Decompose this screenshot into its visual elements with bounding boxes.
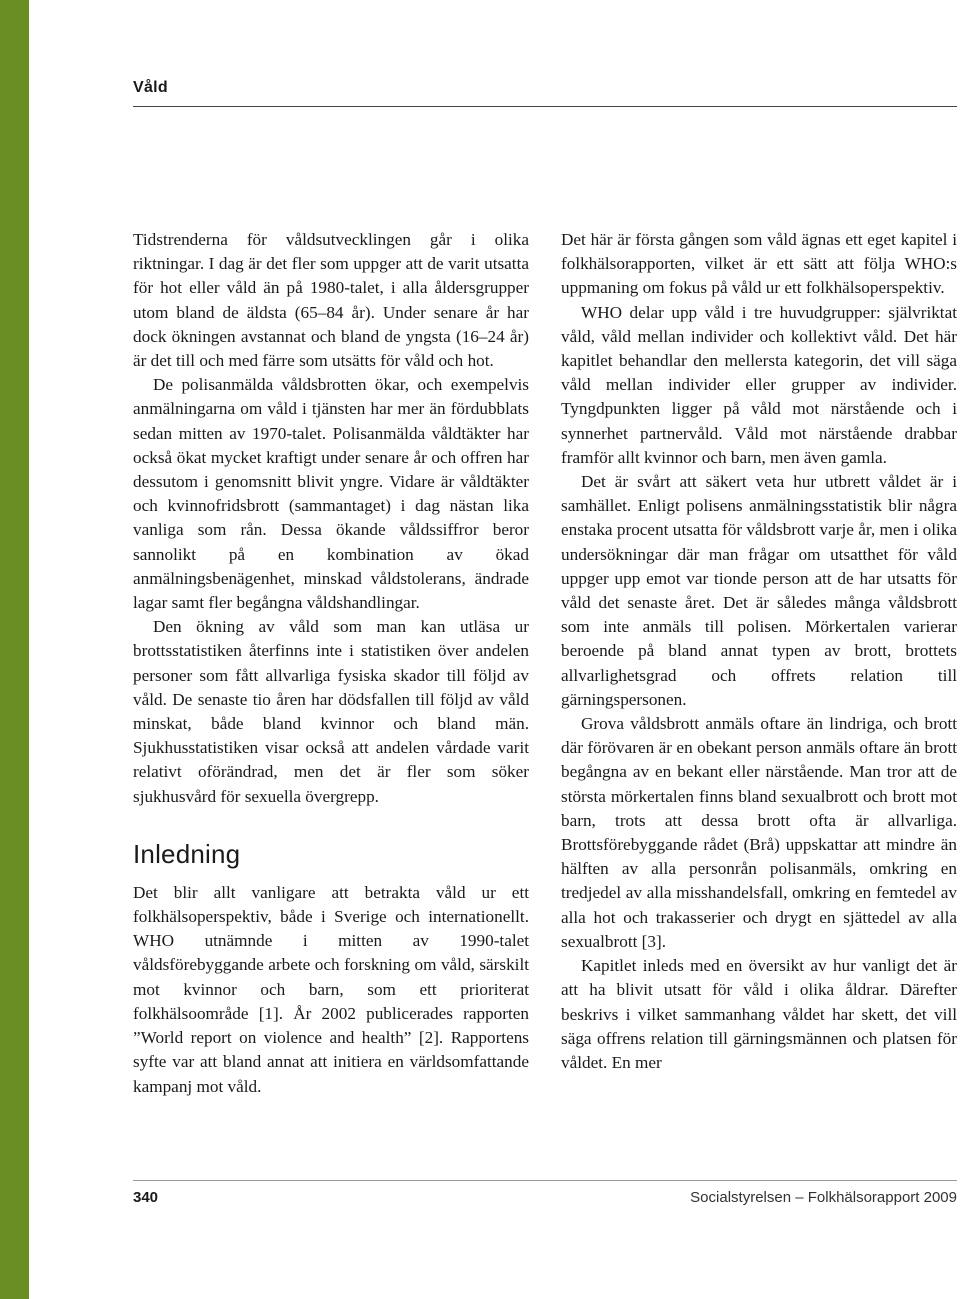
body-paragraph: Kapitlet inleds med en översikt av hur vanligt det är att ha blivit utsatt för våld i olika åldrar. Därefter beskrivs i vilket sammanhang våldet har skett, det vill säga offrens relation till gärningsmännen och platsen för våldet. En mer	[561, 956, 957, 1072]
footer-divider	[133, 1180, 957, 1181]
body-paragraph: De polisanmälda våldsbrotten ökar, och exempelvis anmälningarna om våld i tjänsten har mer än fördubblats sedan mitten av 1970-talet. Polisanmälda våldtäkter har också ökat mycket kraftigt under senare år och offren har dessutom i genomsnitt blivit yngre. Vidare är våldtäkter och kvinnofridsbrott (sammantaget) i dag nästan lika vanliga som rån. Dessa ökande våldssiffror beror sannolikt på en kombination av ökad anmälningsbenägenhet, minskad våldstolerans, ändrade lagar samt fler begångna våldshandlingar.	[133, 375, 529, 613]
page-number: 340	[133, 1189, 159, 1206]
left-column	[133, 228, 529, 1099]
body-paragraph: Det är svårt att säkert veta hur utbrett våldet är i samhället. Enligt polisens anmälningsstatistik blir några enstaka procent utsatta för våldsbrott varje år, men i olika undersökningar där man frågar om utsatthet för våld uppger upp emot var tionde person att de har utsatts för våld det senaste året. Det är således många våldsbrott som inte anmäls till polisen. Mörkertalen varierar beroende på bland annat typen av brott, brottets allvarlighetsgrad och offrets relation till gärningspersonen.	[561, 472, 957, 709]
body-paragraph: Tidstrenderna för våldsutvecklingen går i olika riktningar. I dag är det fler som uppger att de varit utsatta för hot eller våld än på 1980-talet, i alla åldersgrupper utom bland de äldsta (65–84 år). Under senare år har dock ökningen avstannat och bland de yngsta (16–24 år) är det till och med färre som utsätts för våld och hot.	[133, 230, 529, 371]
header-divider	[133, 106, 957, 107]
publication-title: Socialstyrelsen – Folkhälsorapport 2009	[690, 1189, 957, 1206]
body-paragraph: Den ökning av våld som man kan utläsa ur brottsstatistiken återfinns inte i statistiken över andelen personer som fått allvarliga fysiska skador till följd av våld. De senaste tio åren har dödsfallen till följd av våld minskat, både bland kvinnor och bland män. Sjukhusstatistiken visar också att andelen vårdade varit relativt oförändrad, men det är fler som söker sjukhusvård för sexuella övergrepp.	[133, 617, 529, 806]
body-paragraph: Grova våldsbrott anmäls oftare än lindriga, och brott där förövaren är en obekant person anmäls oftare än brott begångna av en bekant eller närstående. Man tror att de största mörkertalen finns bland sexualbrott och brott mot barn, trots att dessa brott ofta är allvarliga. Brottsförebyggande rådet (Brå) uppskattar att mindre än hälften av alla personrån polisanmäls, omkring en tredjedel av alla misshandelsfall, omkring en femtedel av alla hot och trakasserier och drygt en sjättedel av alla sexualbrott [3].	[561, 714, 957, 951]
section-heading: Inledning	[133, 838, 241, 869]
green-sidebar-bar	[0, 0, 29, 1299]
intro-paragraph: Det blir allt vanligare att betrakta våld ur ett folkhälsoperspektiv, både i Sverige och internationellt. WHO utnämnde i mitten av 1990-talet våldsförebyggande arbete och forskning om våld, särskilt mot kvinnor och barn, som ett prioriterat folkhälsoområde [1]. År 2002 publicerades rapporten ”World report on violence and health” [2]. Rapportens syfte var att bland annat att initiera en världsomfattande kampanj mot våld.	[133, 882, 529, 1096]
right-column	[561, 228, 957, 1075]
body-paragraph: WHO delar upp våld i tre huvudgrupper: självriktat våld, våld mellan individer och kollektivt våld. Det här kapitlet behandlar den mellersta kategorin, det vill säga våld mellan individer eller grupper av individer. Tyngdpunkten ligger på våld mot närstående och i synnerhet partnervåld. Våld mot närstående drabbar framför allt kvinnor och barn, men även gamla.	[561, 302, 957, 467]
section-label: Våld	[133, 79, 168, 96]
body-paragraph: Det här är första gången som våld ägnas ett eget kapitel i folkhälsorapporten, vilket är ett sätt att följa WHO:s uppmaning om fokus på våld ur ett folkhälsoperspektiv.	[561, 230, 957, 298]
